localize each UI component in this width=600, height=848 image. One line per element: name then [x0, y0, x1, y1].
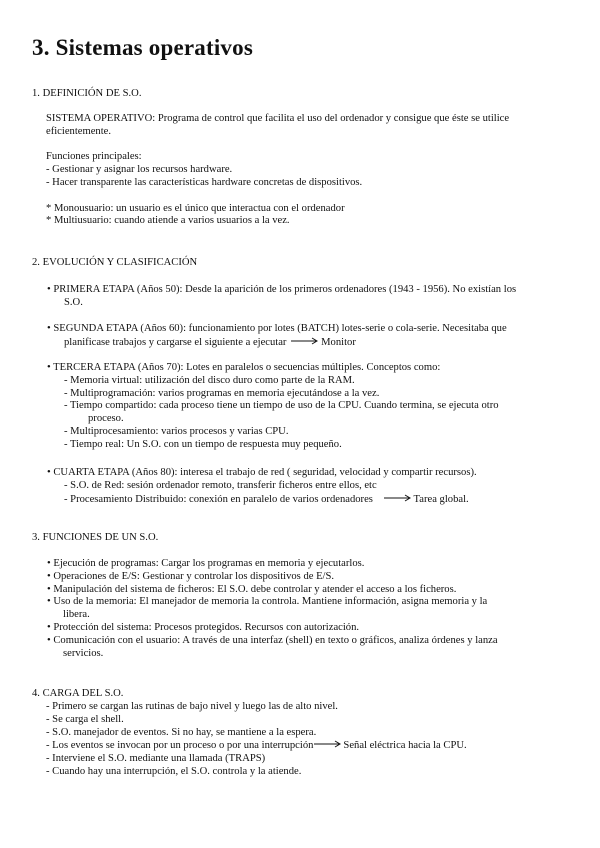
section-4-body [46, 701, 576, 779]
function-execution: • Ejecución de programas: Cargar los programas en memoria y ejecutarlos. [47, 558, 365, 569]
function-protection: • Protección del sistema: Procesos protegidos. Recursos con autorización. [47, 621, 360, 633]
page-title: 3. Sistemas operativos [32, 35, 253, 60]
load-step-4-result: Señal eléctrica hacia la CPU. [343, 740, 467, 752]
stage-3-item-3-line-1: - Tiempo compartido: cada proceso tiene un tiempo de uso de la CPU. Cuando termina, se ejecuta otro [64, 400, 499, 412]
section-3-heading: 3. FUNCIONES DE UN S.O. [32, 532, 159, 543]
load-step-3: - S.O. manejador de eventos. Si no hay, se mantiene a la espera. [46, 726, 317, 738]
functions-label: Funciones principales: [46, 151, 142, 163]
function-item-1: - Gestionar y asignar los recursos hardware. [46, 164, 233, 176]
load-step-6: - Cuando hay una interrupción, el S.O. controla y la atiende. [46, 765, 302, 777]
stage-4-item-2 [47, 493, 577, 507]
function-memory-line-2: libera. [63, 609, 90, 621]
load-step-4-text: - Los eventos se invocan por un proceso o por una interrupción [46, 740, 314, 752]
arrow-right-icon [314, 739, 342, 749]
load-step-1: - Primero se cargan las rutinas de bajo nivel y luego las de alto nivel. [46, 701, 338, 712]
stage-4-item-1: - S.O. de Red: sesión ordenador remoto, transferir ficheros entre ellos, etc [64, 479, 377, 491]
stage-3-item-1: - Memoria virtual: utilización del disco duro como parte de la RAM. [64, 374, 355, 386]
arrow-right-icon [384, 493, 412, 503]
monousuario-note: * Monousuario: un usuario es el único que interactua con el ordenador [46, 202, 345, 214]
section-2-heading: 2. EVOLUCIÓN Y CLASIFICACIÓN [32, 257, 198, 268]
stage-3-line-1: • TERCERA ETAPA (Años 70): Lotes en paralelos o secuencias múltiples. Conceptos como: [47, 362, 441, 373]
function-memory-line-1: • Uso de la memoria: El manejador de memoria la controla. Mantiene información, asigna memoria y la [47, 596, 488, 608]
function-communication-line-1: • Comunicación con el usuario: A través de una interfaz (shell) en texto o gráficos, analiza órdenes y lanza [47, 634, 498, 646]
stage-3-item-3-line-2: proceso. [88, 413, 124, 425]
spacer [46, 190, 576, 203]
stage-3 [47, 362, 577, 452]
functions-list [47, 558, 577, 660]
stage-4-item-2-text: - Procesamiento Distribuido: conexión en paralelo de varios ordenadores [64, 493, 373, 505]
stage-4-result: Tarea global. [413, 493, 469, 505]
stage-2-text: planificase trabajos y cargarse el siguiente a ejecutar [64, 336, 287, 348]
spacer [46, 139, 576, 152]
stage-1-line-1: • PRIMERA ETAPA (Años 50): Desde la aparición de los primeros ordenadores (1943 - 1956). No existían los [47, 284, 517, 295]
section-4-heading: 4. CARGA DEL S.O. [32, 688, 124, 699]
multiusuario-note: * Multiusuario: cuando atiende a varios usuarios a la vez. [46, 215, 290, 227]
function-io: • Operaciones de E/S: Gestionar y controlar los dispositivos de E/S. [47, 570, 335, 582]
function-item-2: - Hacer transparente las características hardware concretas de dispositivos. [46, 176, 363, 188]
stage-3-item-3 [47, 400, 577, 426]
function-communication [47, 635, 577, 661]
section-1-body [46, 113, 576, 228]
stage-1 [47, 284, 577, 310]
function-communication-line-2: servicios. [63, 647, 104, 659]
stage-3-item-2: - Multiprogramación: varios programas en memoria ejecutándose a la vez. [64, 387, 380, 399]
stage-2 [47, 323, 577, 350]
stage-4 [47, 467, 577, 506]
load-step-5: - Interviene el S.O. mediante una llamada (TRAPS) [46, 753, 266, 765]
definition-line-1: SISTEMA OPERATIVO: Programa de control que facilita el uso del ordenador y consigue que éste se utilice [46, 113, 510, 124]
section-1-heading: 1. DEFINICIÓN DE S.O. [32, 88, 142, 99]
stage-2-line-1: • SEGUNDA ETAPA (Años 60): funcionamiento por lotes (BATCH) lotes-serie o cola-serie. Necesitaba que [47, 323, 507, 334]
stage-2-result: Monitor [321, 336, 356, 348]
stage-1-line-2: S.O. [64, 296, 83, 308]
stage-2-line-2 [47, 336, 577, 350]
load-step-4 [46, 739, 576, 753]
load-step-2: - Se carga el shell. [46, 713, 124, 725]
stage-3-item-5: - Tiempo real: Un S.O. con un tiempo de respuesta muy pequeño. [64, 438, 342, 450]
stage-3-item-4: - Multiprocesamiento: varios procesos y varias CPU. [64, 425, 289, 437]
definition-line-2: eficientemente. [46, 125, 111, 137]
arrow-right-icon [291, 336, 319, 346]
stage-4-line-1: • CUARTA ETAPA (Años 80): interesa el trabajo de red ( seguridad, velocidad y compartir recursos). [47, 467, 477, 478]
function-memory [47, 596, 577, 622]
function-filesystem: • Manipulación del sistema de ficheros: El S.O. debe controlar y atender el acceso a los ficheros. [47, 583, 457, 595]
